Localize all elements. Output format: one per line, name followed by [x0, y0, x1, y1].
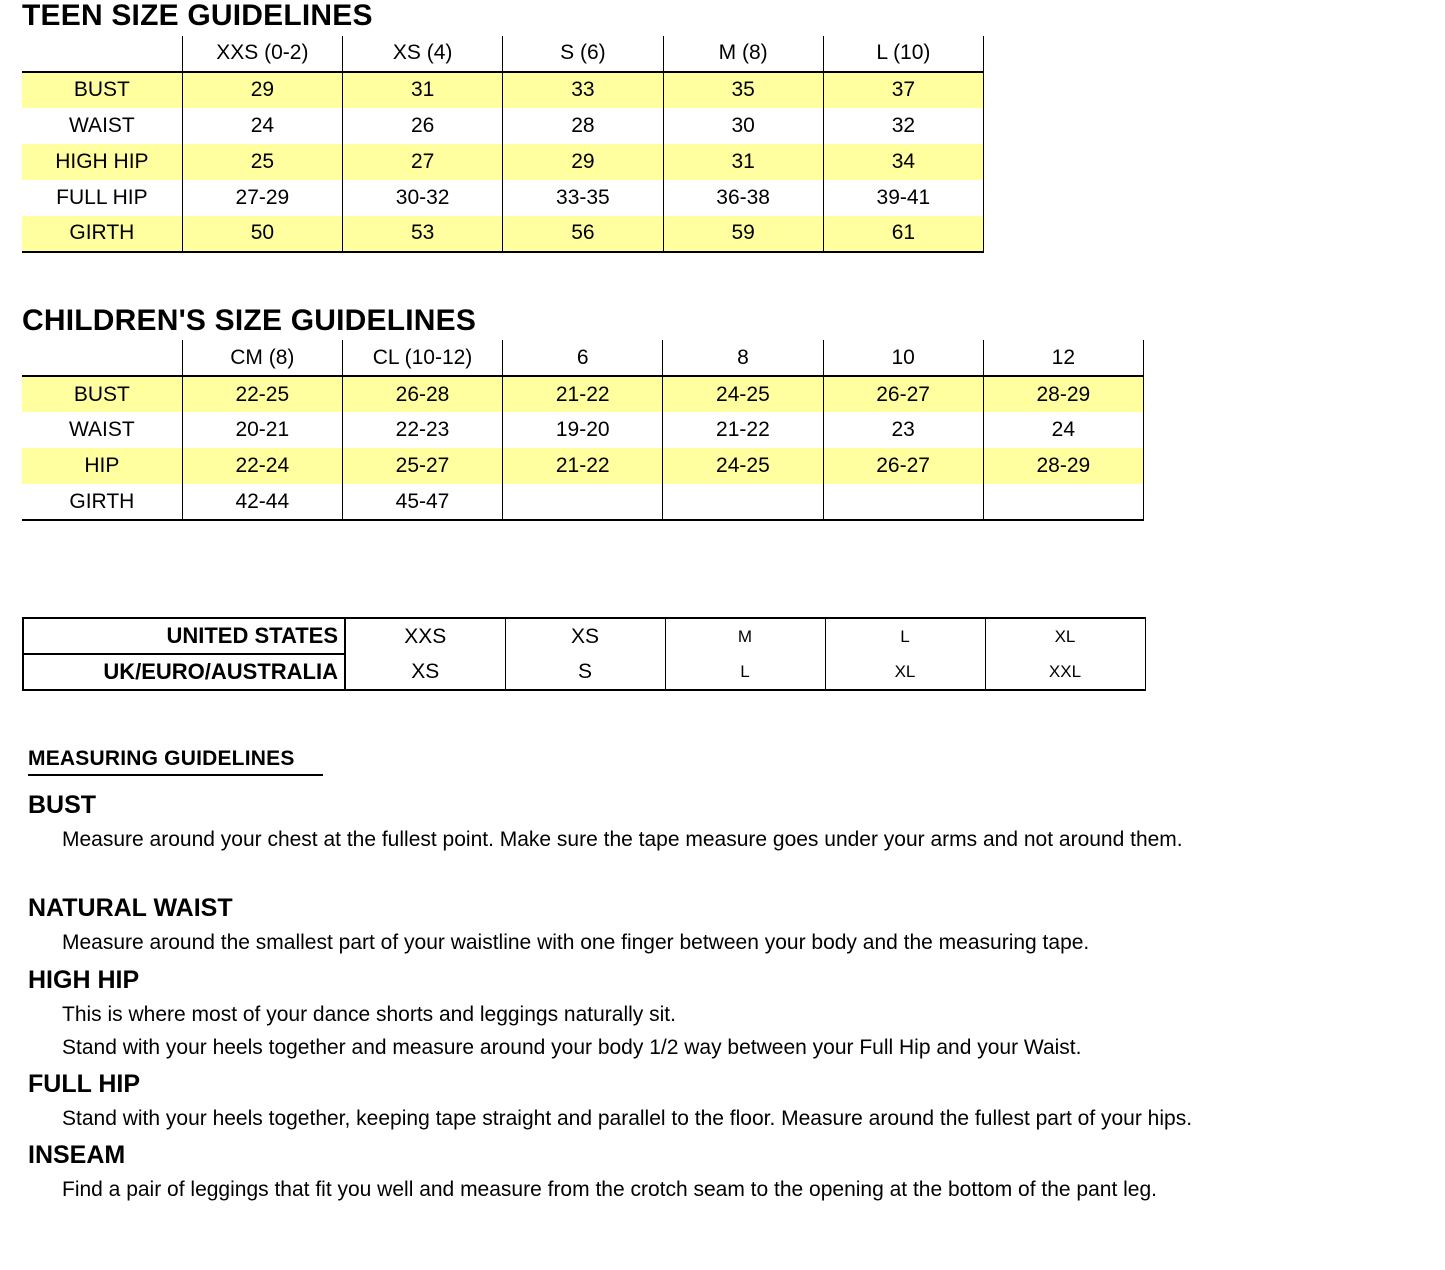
children-cell: 19-20: [503, 412, 663, 448]
children-cell: 26-27: [823, 376, 983, 412]
teen-cell: 31: [663, 144, 823, 180]
table-row: [23, 654, 1145, 690]
table-row: [22, 448, 1144, 484]
measure-text-full-hip: Stand with your heels together, keeping tape straight and parallel to the floor. Measure around the fullest part of your hips.: [62, 1107, 1193, 1131]
teen-size-table: [22, 36, 984, 253]
conversion-cell: S: [505, 654, 665, 690]
teen-cell: 37: [823, 72, 983, 108]
table-row: [22, 484, 1144, 520]
children-cell: 28-29: [983, 376, 1143, 412]
measure-text-bust: Measure around your chest at the fullest point. Make sure the tape measure goes under your arms and not around them.: [62, 828, 1183, 851]
teen-cell: 32: [823, 108, 983, 144]
children-cell: 23: [823, 412, 983, 448]
children-col-header: CL (10-12): [342, 340, 502, 376]
measure-text-natural-waist: Measure around the smallest part of your waistline with one finger between your body and the measuring tape.: [62, 931, 1090, 955]
children-row-label: HIP: [22, 448, 182, 484]
measure-heading-full-hip: FULL HIP: [28, 1070, 141, 1099]
table-row: [22, 412, 1144, 448]
teen-cell: 34: [823, 144, 983, 180]
conversion-row-label: UNITED STATES: [23, 618, 345, 654]
measure-text-high-hip-2: Stand with your heels together and measure around your body 1/2 way between your Full Hip and your Waist.: [62, 1035, 1082, 1059]
teen-row-label: WAIST: [22, 108, 182, 144]
teen-col-header: XXS (0-2): [182, 36, 342, 72]
teen-row-label: HIGH HIP: [22, 144, 182, 180]
measure-heading-high-hip: HIGH HIP: [28, 965, 140, 994]
teen-cell: 36-38: [663, 180, 823, 216]
children-size-table: [22, 340, 1144, 521]
teen-cell: 24: [182, 108, 342, 144]
teen-cell: 26: [343, 108, 503, 144]
teen-cell: 59: [663, 216, 823, 252]
teen-cell: 25: [182, 144, 342, 180]
children-cell: 24: [983, 412, 1143, 448]
measure-heading-bust: BUST: [28, 791, 97, 819]
children-cell: 22-23: [342, 412, 502, 448]
children-row-label: WAIST: [22, 412, 182, 448]
table-row: [23, 618, 1145, 654]
children-header-corner: [22, 340, 182, 376]
conversion-cell: XL: [825, 654, 985, 690]
teen-section-title: TEEN SIZE GUIDELINES: [22, 0, 373, 32]
children-cell: 24-25: [663, 448, 823, 484]
teen-row-label: BUST: [22, 72, 182, 108]
teen-row-label: GIRTH: [22, 216, 182, 252]
conversion-cell: L: [825, 618, 985, 654]
conversion-cell: XS: [345, 654, 505, 690]
children-section-title: CHILDREN'S SIZE GUIDELINES: [22, 303, 477, 337]
children-cell: 45-47: [342, 484, 502, 520]
children-cell: 20-21: [182, 412, 342, 448]
children-cell: 21-22: [663, 412, 823, 448]
table-row: [22, 216, 984, 252]
teen-col-header: L (10): [823, 36, 983, 72]
children-cell: 25-27: [342, 448, 502, 484]
teen-col-header: M (8): [663, 36, 823, 72]
children-row-label: BUST: [22, 376, 182, 412]
conversion-cell: L: [665, 654, 825, 690]
conversion-cell: XXS: [345, 618, 505, 654]
children-cell: [983, 484, 1143, 520]
conversion-cell: XL: [985, 618, 1145, 654]
children-cell: 26-27: [823, 448, 983, 484]
teen-cell: 29: [182, 72, 342, 108]
spacer: [28, 853, 1445, 879]
table-row: [22, 108, 984, 144]
children-col-header: 6: [503, 340, 663, 376]
children-cell: 28-29: [983, 448, 1143, 484]
teen-cell: 30: [663, 108, 823, 144]
conversion-cell: M: [665, 618, 825, 654]
teen-cell: 39-41: [823, 180, 983, 216]
measure-text-inseam: Find a pair of leggings that fit you well and measure from the crotch seam to the opening at the bottom of the pant leg.: [62, 1178, 1157, 1202]
children-col-header: 12: [983, 340, 1143, 376]
teen-cell: 27: [343, 144, 503, 180]
table-row: [22, 144, 984, 180]
teen-cell: 33-35: [503, 180, 663, 216]
children-cell: 42-44: [182, 484, 342, 520]
children-cell: 22-25: [182, 376, 342, 412]
table-row: [22, 376, 1144, 412]
teen-col-header: S (6): [503, 36, 663, 72]
measure-heading-natural-waist: NATURAL WAIST: [28, 894, 233, 923]
measure-heading-inseam: INSEAM: [28, 1141, 126, 1170]
measuring-guidelines-section: [28, 747, 1445, 1204]
children-col-header: CM (8): [182, 340, 342, 376]
children-cell: 24-25: [663, 376, 823, 412]
children-cell: [503, 484, 663, 520]
teen-cell: 31: [343, 72, 503, 108]
teen-cell: 56: [503, 216, 663, 252]
teen-cell: 28: [503, 108, 663, 144]
conversion-cell: XS: [505, 618, 665, 654]
size-conversion-table: [22, 617, 1146, 691]
teen-header-corner: [22, 36, 182, 72]
children-col-header: 10: [823, 340, 983, 376]
teen-cell: 30-32: [343, 180, 503, 216]
table-row: [22, 180, 984, 216]
children-cell: [663, 484, 823, 520]
teen-cell: 35: [663, 72, 823, 108]
table-row: [22, 72, 984, 108]
teen-cell: 29: [503, 144, 663, 180]
measure-text-high-hip-1: This is where most of your dance shorts and leggings naturally sit.: [62, 1002, 676, 1026]
children-cell: 26-28: [342, 376, 502, 412]
teen-cell: 50: [182, 216, 342, 252]
teen-row-label: FULL HIP: [22, 180, 182, 216]
size-conversion-section: [22, 617, 1445, 691]
children-cell: 21-22: [503, 376, 663, 412]
children-cell: [823, 484, 983, 520]
conversion-cell: XXL: [985, 654, 1145, 690]
teen-col-header: XS (4): [343, 36, 503, 72]
teen-cell: 53: [343, 216, 503, 252]
children-row-label: GIRTH: [22, 484, 182, 520]
teen-cell: 27-29: [182, 180, 342, 216]
children-header-row: [22, 340, 1144, 376]
children-col-header: 8: [663, 340, 823, 376]
children-cell: 21-22: [503, 448, 663, 484]
teen-cell: 61: [823, 216, 983, 252]
measuring-guidelines-title: MEASURING GUIDELINES: [28, 747, 323, 776]
conversion-row-label: UK/EURO/AUSTRALIA: [23, 654, 345, 690]
teen-header-row: [22, 36, 984, 72]
teen-cell: 33: [503, 72, 663, 108]
children-cell: 22-24: [182, 448, 342, 484]
